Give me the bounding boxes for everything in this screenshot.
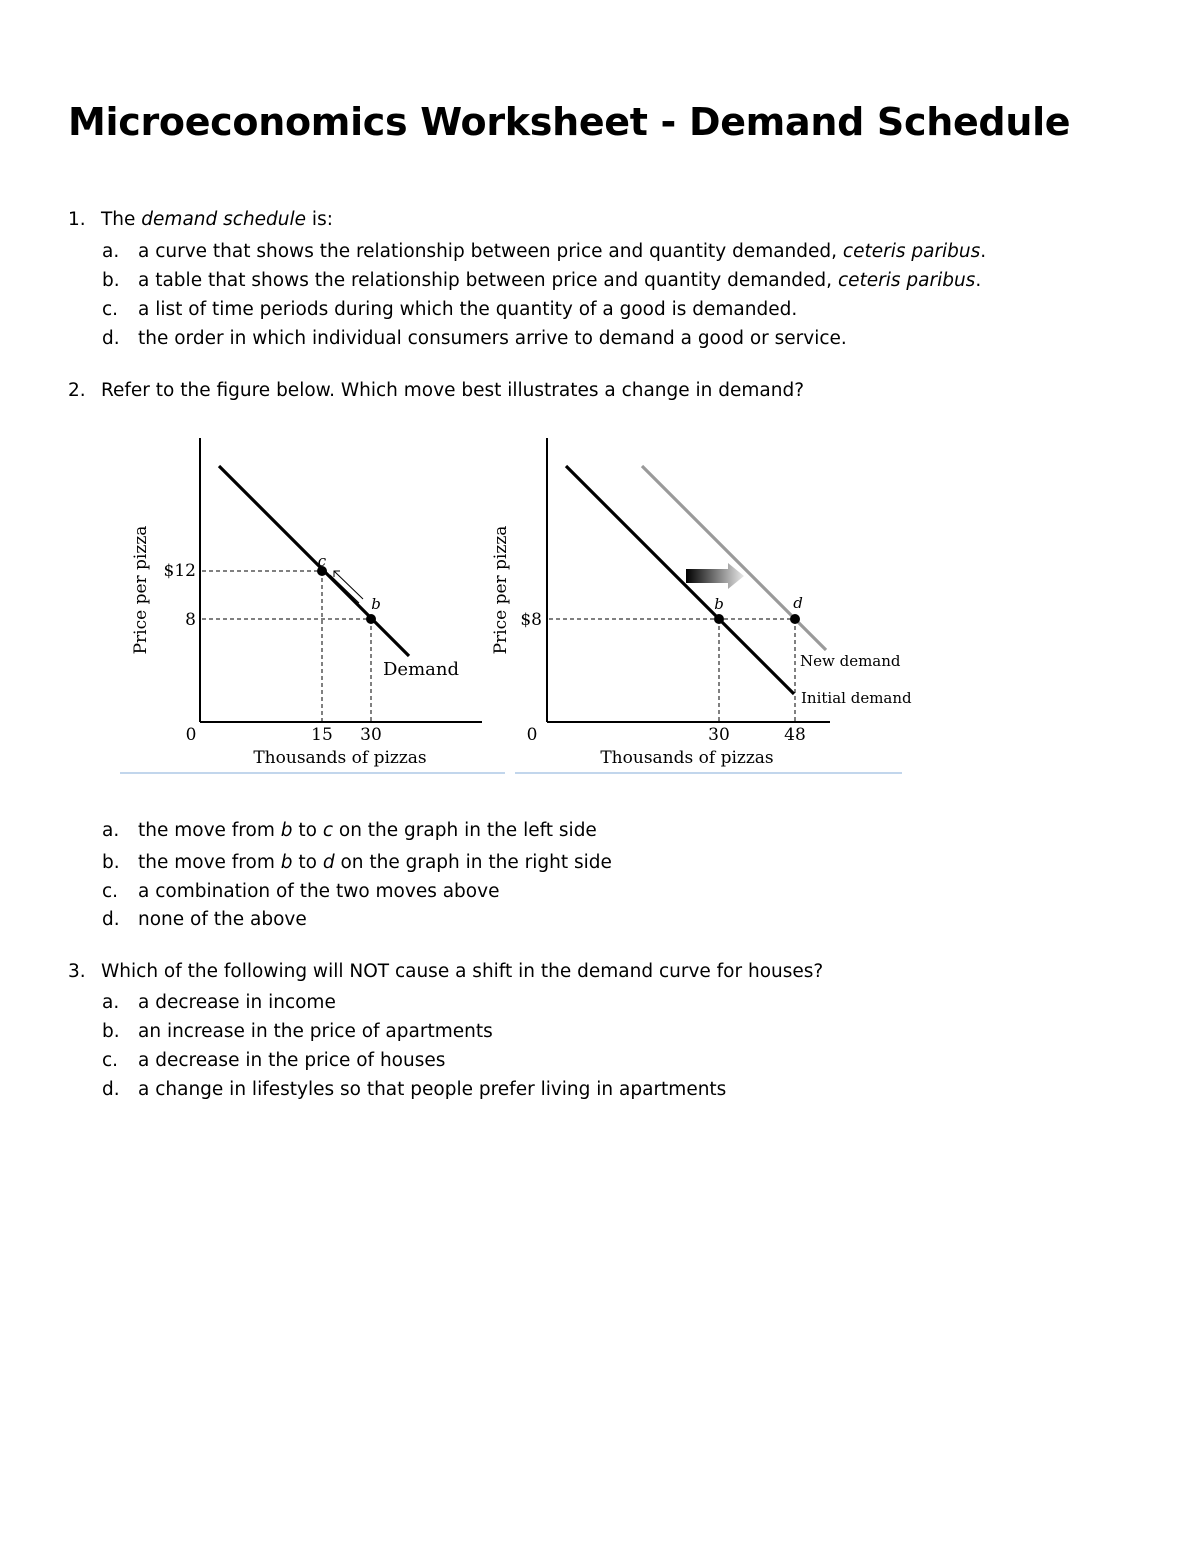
question-text-emphasis: demand schedule (141, 209, 307, 230)
option-text-part: on the graph in the right side (334, 852, 612, 873)
y-axis-label: Price per pizza (131, 525, 151, 655)
option-text: a list of time periods during which the quantity of a good is demanded. (138, 299, 798, 320)
option-text-part: the move from (138, 852, 281, 873)
option-text-emphasis: d (322, 852, 335, 873)
option-text-part: a table that shows the relationship between price and quantity demanded, (138, 270, 838, 291)
point-b (366, 614, 376, 624)
option-letter: b. (102, 270, 120, 291)
x-axis-label: Thousands of pizzas (253, 748, 427, 768)
option-letter: d. (102, 328, 120, 349)
guide-lines (549, 619, 795, 721)
option-text-emphasis: ceteris paribus (842, 241, 981, 262)
x-axis-label: Thousands of pizzas (600, 748, 774, 768)
option-text: none of the above (138, 909, 307, 930)
page-title: Microeconomics Worksheet - Demand Schedule (68, 100, 1071, 144)
point-c-label: c (317, 552, 327, 570)
option-letter: c. (102, 1050, 119, 1071)
x-tick-label: 15 (311, 725, 333, 745)
question-number: 3. (68, 961, 86, 982)
question-text: Which of the following will NOT cause a shift in the demand curve for houses? (101, 961, 824, 982)
y-tick-label: $12 (163, 561, 196, 581)
shift-arrow-icon (686, 563, 744, 589)
option-text (138, 820, 597, 841)
origin-label: 0 (526, 725, 538, 745)
option-text-emphasis: c (322, 820, 333, 841)
option-text-emphasis: b (280, 852, 293, 873)
x-tick-label: 30 (360, 725, 382, 745)
option-text-part: . (975, 270, 982, 291)
option-text-part: to (292, 820, 323, 841)
series-label: Demand (383, 659, 459, 680)
question-text: Refer to the figure below. Which move best illustrates a change in demand? (101, 380, 805, 401)
question-text-part: The (101, 209, 142, 230)
option-text-emphasis: b (280, 820, 293, 841)
point-d (790, 614, 800, 624)
option-letter: a. (102, 241, 120, 262)
question-number: 2. (68, 380, 86, 401)
chart-right (491, 438, 912, 768)
option-text: the order in which individual consumers arrive to demand a good or service. (138, 328, 847, 349)
option-letter: d. (102, 909, 120, 930)
series-label-new: New demand (800, 652, 901, 670)
initial-demand-curve (566, 466, 794, 694)
option-text: a decrease in income (138, 992, 336, 1013)
option-text: a change in lifestyles so that people prefer living in apartments (138, 1079, 727, 1100)
option-text: a decrease in the price of houses (138, 1050, 446, 1071)
option-letter: a. (102, 992, 120, 1013)
option-letter: c. (102, 881, 119, 902)
option-text: a combination of the two moves above (138, 881, 500, 902)
option-text-part: to (292, 852, 323, 873)
x-tick-label: 30 (708, 725, 730, 745)
point-d-label: d (793, 594, 803, 612)
origin-label: 0 (185, 725, 197, 745)
option-text-part: the move from (138, 820, 281, 841)
series-label-initial: Initial demand (801, 689, 912, 707)
y-axis-label: Price per pizza (491, 525, 511, 655)
option-letter: b. (102, 1021, 120, 1042)
option-text: an increase in the price of apartments (138, 1021, 493, 1042)
option-text-part: on the graph in the left side (333, 820, 597, 841)
question-text-part: is: (306, 209, 333, 230)
option-letter: b. (102, 852, 120, 873)
point-b-label: b (371, 595, 381, 613)
question-number: 1. (68, 209, 86, 230)
point-b-label: b (714, 595, 724, 613)
option-text-part: . (980, 241, 987, 262)
x-tick-label: 48 (784, 725, 806, 745)
option-letter: a. (102, 820, 120, 841)
option-letter: c. (102, 299, 119, 320)
option-text (138, 852, 612, 873)
option-text-part: a curve that shows the relationship between price and quantity demanded, (138, 241, 843, 262)
demand-curve (219, 466, 409, 656)
option-text-emphasis: ceteris paribus (837, 270, 976, 291)
point-b (714, 614, 724, 624)
move-arrow-b-to-c (330, 571, 363, 603)
y-tick-label: 8 (185, 610, 196, 630)
chart-left (131, 438, 482, 768)
y-tick-label: $8 (520, 610, 542, 630)
option-letter: d. (102, 1079, 120, 1100)
